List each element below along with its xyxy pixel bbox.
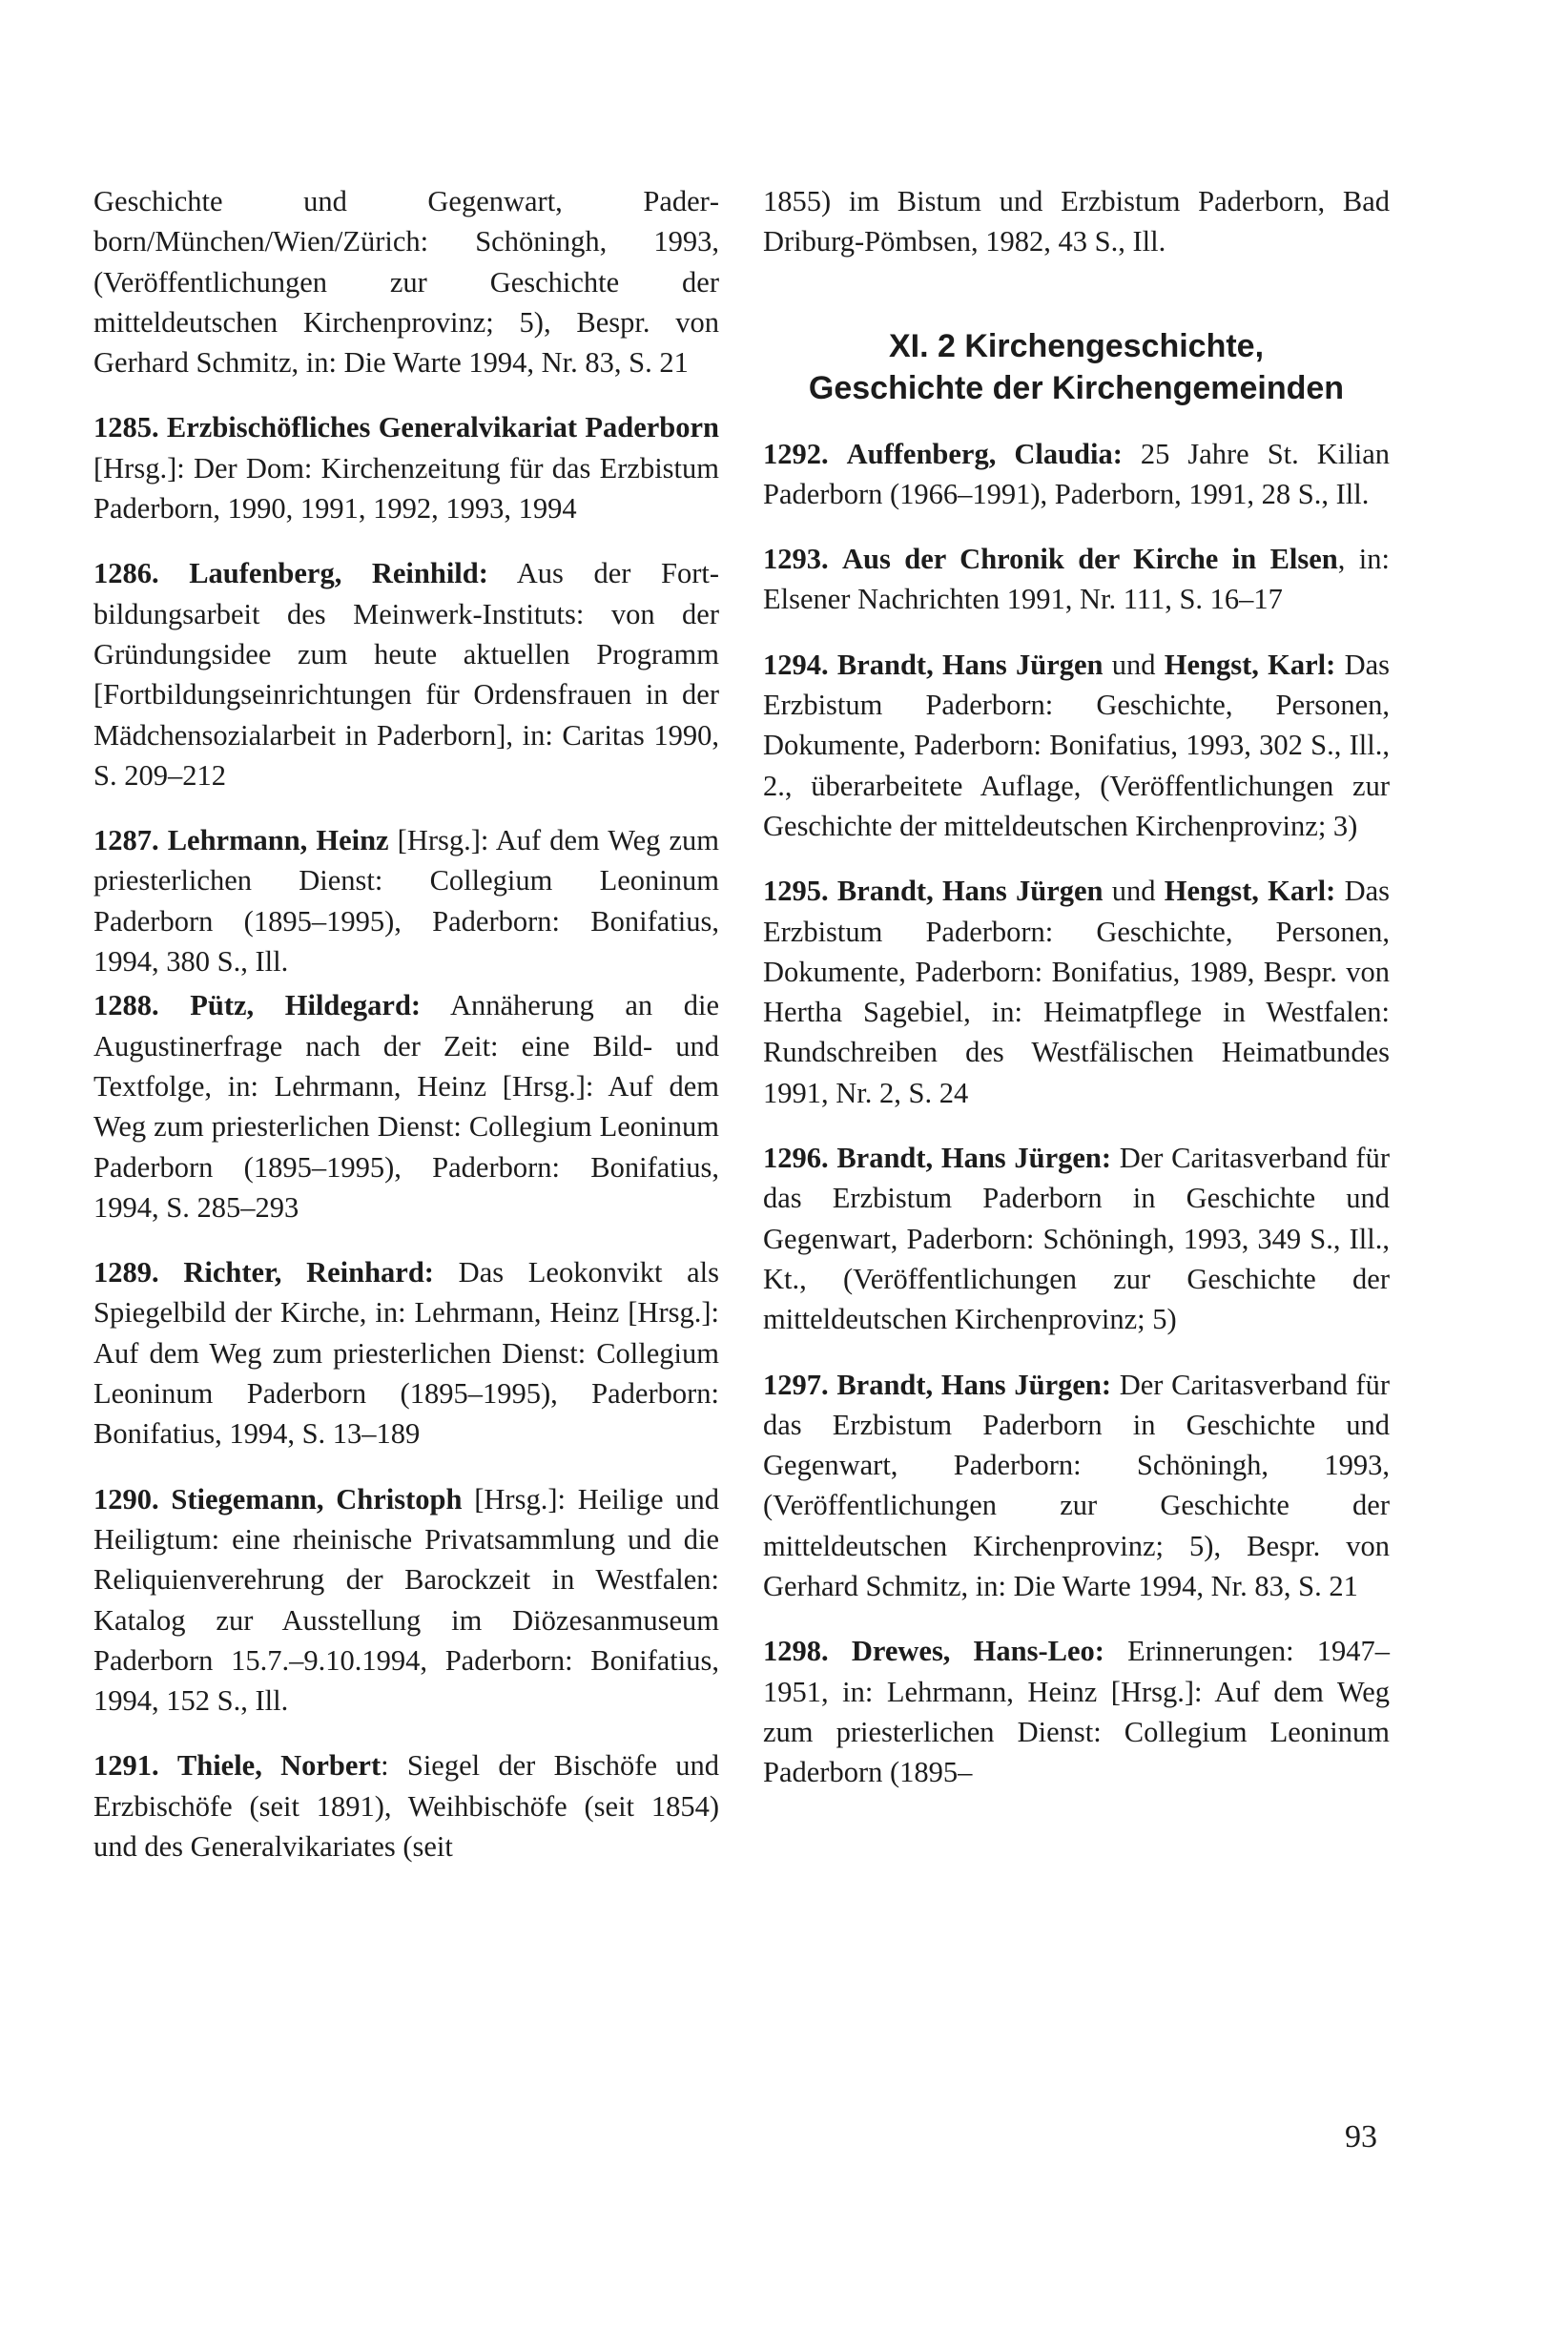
bibliography-entry-1292 [763,434,1390,515]
left-column [93,181,719,1891]
entry-coauthor: Hengst, Karl: [1164,648,1336,681]
entry-author: Drewes, Hans-Leo: [851,1635,1104,1668]
entry-text: [Hrsg.]: Auf dem Weg zum priesterlichen Dienst: Collegium Leoninum Paderborn (1895–1995), Paderborn: Bonifatius, 1994, 380 S., Ill. [93,824,719,979]
bibliography-entry-1291 [93,1745,719,1866]
entry-number: 1289. [93,1256,159,1289]
bibliography-entry-1293 [763,539,1390,620]
entry-number: 1292. [763,437,829,470]
entry-number: 1293. [763,543,829,576]
bibliography-entry-1296 [763,1138,1390,1339]
entry-author: Brandt, Hans Jürgen: [836,1142,1112,1175]
bibliography-entry-1288 [93,985,719,1227]
bibliography-entry-1286 [93,553,719,795]
entry-text: Der Caritasverband für das Erzbistum Paderborn in Geschichte und Gegenwart, Paderborn: Schöningh, 1993, (Veröffentlichungen zur Geschichte der mitteldeutschen Kirchenprovinz; 5), Bespr. von Gerhard Schmitz, in: Die Warte 1994, Nr. 83, S. 21 [763,1368,1390,1603]
entry-text: [Hrsg.]: Der Dom: Kirchenzeitung für das Erzbistum Paderborn, 1990, 1991, 1992, 1993, 1994 [93,451,719,526]
entry-text: Das Leokonvikt als Spiegelbild der Kirche, in: Lehrmann, Heinz [Hrsg.]: Auf dem Weg zum priesterlichen Dienst: Collegium Leoninum Paderborn (1895–1995), Paderborn: Bonifatius, 1994, S. 13–189 [93,1256,719,1451]
entry-conjunction: und [1103,648,1165,681]
entry-author: Brandt, Hans Jürgen: [836,1368,1112,1401]
entry-author: Aus der Chronik der Kirche in Elsen [842,543,1338,576]
continuation-text: Geschichte und Gegenwart, Paderborn/München/Wien/Zürich: Schöningh, 1993, (Veröffentlichungen zur Geschichte der mitteldeutschen Kirchenprovinz; 5), Bespr. von Gerhard Schmitz, in: Die Warte 1994, Nr. 83, S. 21 [93,185,719,380]
entry-author: Stiegemann, Christoph [171,1482,463,1516]
entry-author: Pütz, Hildegard: [190,989,422,1022]
entry-text: [Hrsg.]: Heilige und Heiligtum: eine rheinische Privatsammlung und die Reliquienverehrung der Barockzeit in Westfalen: Katalog zur Ausstellung im Diözesanmuseum Paderborn 15.7.–9.10.1994, Paderborn: Bonifatius, 1994, 152 S., Ill. [93,1482,719,1718]
section-heading-line: XI. 2 Kirchengeschichte, [888,327,1265,364]
bibliography-entry-1294 [763,645,1390,846]
entry-author: Brandt, Hans Jürgen [836,648,1104,681]
entry-text: Annäherung an die Augustinerfrage nach der Zeit: eine Bild- und Textfolge, in: Lehrmann, Heinz [Hrsg.]: Auf dem Weg zum priesterlichen Dienst: Collegium Leoninum Paderborn (1895–1995), Paderborn: Bonifatius, 1994, S. 285–293 [93,989,720,1224]
section-heading-line: Geschichte der Kirchengemeinden [808,369,1345,406]
entry-number: 1285. [93,411,159,444]
entry-author: Laufenberg, Reinhild: [189,557,488,590]
continuation-text: 1855) im Bistum und Erzbistum Paderborn, Bad Driburg-Pömbsen, 1982, 43 S., Ill. [763,185,1390,258]
entry-text: Das Erzbistum Paderborn: Geschichte, Personen, Dokumente, Paderborn: Bonifatius, 1989, Bespr. von Hertha Sagebiel, in: Heimatpflege in Westfalen: Rundschreiben des Westfälischen Heimatbundes 1991, Nr. 2, S. 24 [763,875,1390,1109]
entry-number: 1291. [93,1749,159,1783]
bibliography-entry-1287 [93,820,719,981]
entry-number: 1295. [763,875,829,908]
bibliography-entry-1290 [93,1479,719,1722]
entry-text: Der Caritasverband für das Erzbistum Paderborn in Geschichte und Gegenwart, Paderborn: Schöningh, 1993, 349 S., Ill., Kt., (Veröffentlichungen zur Geschichte der mitteldeutschen Kirchenprovinz; 5) [763,1142,1390,1336]
entry-author: Thiele, Norbert [176,1749,382,1783]
right-column [763,181,1390,1818]
bibliography-entry-1298 [763,1631,1390,1792]
entry-number: 1286. [93,557,159,590]
entry-author: Richter, Reinhard: [183,1256,434,1289]
bibliography-entry-1297 [763,1365,1390,1607]
bibliography-entry-1295 [763,871,1390,1113]
entry-number: 1298. [763,1635,829,1668]
entry-text: Aus der Fortbildungsarbeit des Meinwerk-Instituts: von der Gründungsidee zum heute aktuellen Programm [Fortbildungseinrichtungen für Ordensfrauen in der Mädchensozialarbeit in Paderborn], in: Caritas 1990, S. 209–212 [93,557,720,792]
entry-coauthor: Hengst, Karl: [1164,875,1336,908]
entry-author: Brandt, Hans Jürgen [836,875,1104,908]
entry-text: 25 Jahre St. Kilian Paderborn (1966–1991), Paderborn, 1991, 28 S., Ill. [763,437,1390,510]
entry-author: Lehrmann, Heinz [167,824,389,857]
page-number: 93 [1345,2119,1377,2155]
entry-number: 1290. [93,1482,159,1516]
bibliography-entry-1289 [93,1252,719,1454]
section-heading [763,325,1390,409]
entry-number: 1297. [763,1368,829,1401]
entry-number: 1288. [93,989,159,1022]
entry-text: , in: Elsener Nachrichten 1991, Nr. 111, S. 16–17 [763,543,1390,616]
entry-text: : Siegel der Bischöfe und Erzbischöfe (seit 1891), Weihbischöfe (seit 1854) und des Generalvikariates (seit [93,1749,719,1863]
entry-number: 1296. [763,1142,829,1175]
entry-conjunction: und [1103,875,1165,908]
entry-author: Auffenberg, Claudia: [846,437,1123,470]
entry-number: 1294. [763,648,829,681]
entry-author: Erzbischöfliches Generalvikariat Paderborn [166,411,719,444]
entry-text: Das Erzbistum Paderborn: Geschichte, Personen, Dokumente, Paderborn: Bonifatius, 1993, 302 S., Ill., 2., überarbeitete Auflage, (Veröffentlichungen zur Geschichte der mitteldeutschen Kirchenprovinz; 3) [763,648,1390,842]
entry-text: Erinnerungen: 1947–1951, in: Lehrmann, Heinz [Hrsg.]: Auf dem Weg zum priesterlichen Dienst: Collegium Leoninum Paderborn (1895– [763,1635,1391,1789]
entry-number: 1287. [93,824,159,857]
bibliography-entry-1285 [93,407,719,528]
